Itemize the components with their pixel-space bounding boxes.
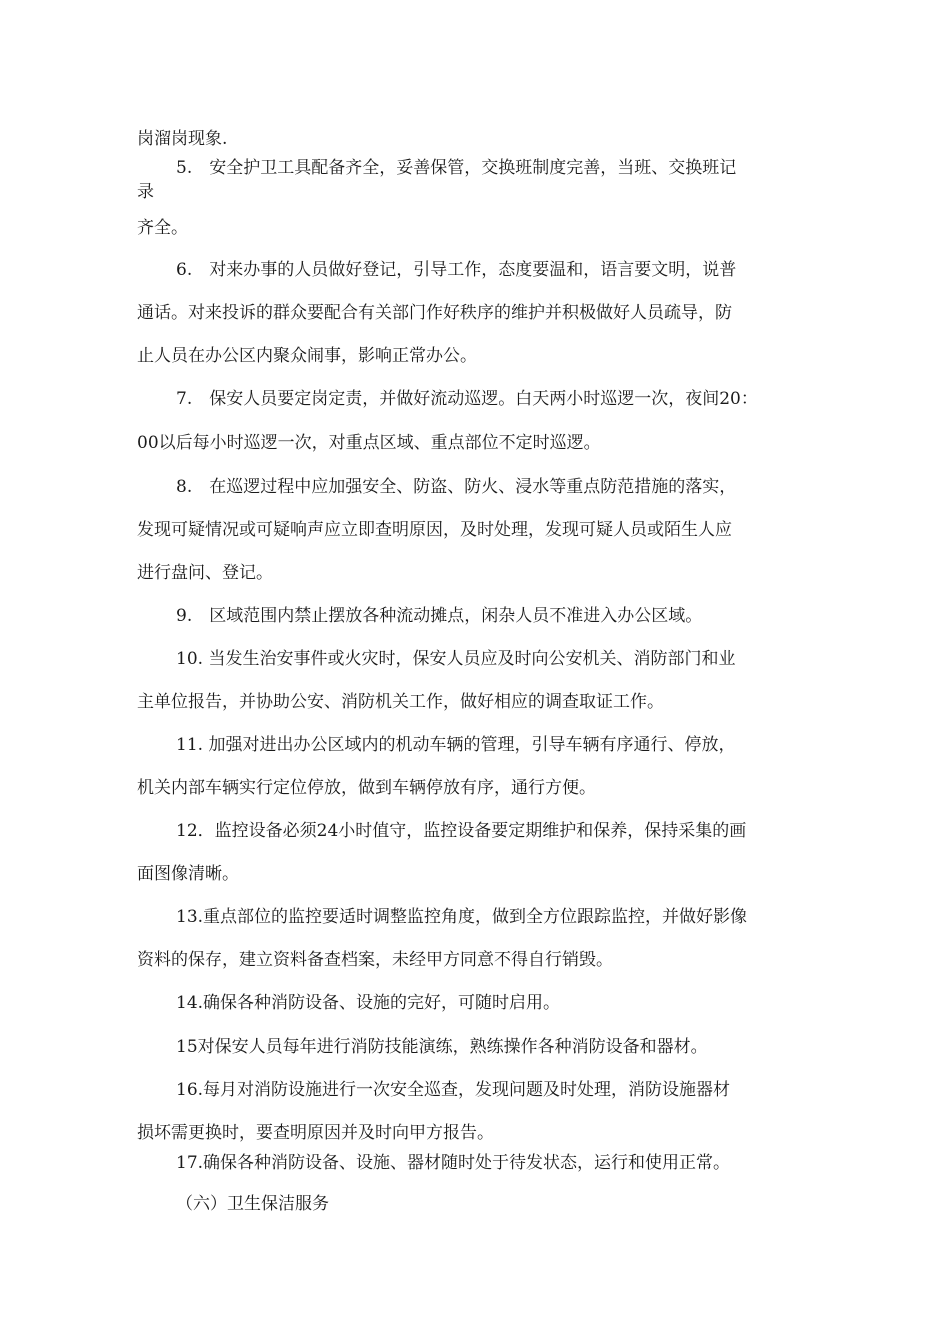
text-line: 齐全。 (137, 218, 188, 238)
text-line: 进行盘问、登记。 (137, 563, 273, 583)
list-item-15: 15对保安人员每年进行消防技能演练，熟练操作各种消防设备和器材。 (176, 1037, 708, 1057)
list-item-13: 13.重点部位的监控要适时调整监控角度，做到全方位跟踪监控，并做好影像 (176, 907, 748, 927)
text-line: 录 (137, 182, 154, 202)
text-line: 机关内部车辆实行定位停放，做到车辆停放有序，通行方便。 (137, 778, 596, 798)
section-heading: （六）卫生保洁服务 (176, 1194, 329, 1214)
text-line: 发现可疑情况或可疑响声应立即查明原因，及时处理，发现可疑人员或陌生人应 (137, 520, 732, 540)
text-line: 通话。对来投诉的群众要配合有关部门作好秩序的维护并积极做好人员疏导，防 (137, 303, 732, 323)
text-line: 资料的保存，建立资料备查档案，未经甲方同意不得自行销毁。 (137, 950, 613, 970)
text-line: 主单位报告，并协助公安、消防机关工作，做好相应的调查取证工作。 (137, 692, 664, 712)
text-line: 面图像清晰。 (137, 864, 239, 884)
list-item-5: 5. 安全护卫工具配备齐全，妥善保管，交换班制度完善，当班、交换班记 (176, 158, 737, 178)
list-item-9: 9. 区域范围内禁止摆放各种流动摊点，闲杂人员不准进入办公区域。 (176, 606, 703, 626)
list-item-16: 16.每月对消防设施进行一次安全巡查，发现问题及时处理，消防设施器材 (176, 1080, 731, 1100)
text-line: 00以后每小时巡逻一次，对重点区域、重点部位不定时巡逻。 (137, 433, 601, 453)
list-item-10: 10. 当发生治安事件或火灾时，保安人员应及时向公安机关、消防部门和业 (176, 649, 736, 669)
list-item-8: 8. 在巡逻过程中应加强安全、防盗、防火、浸水等重点防范措施的落实， (176, 477, 737, 497)
text-line: 岗溜岗现象. (137, 129, 228, 149)
list-item-6: 6. 对来办事的人员做好登记，引导工作，态度要温和，语言要文明，说普 (176, 260, 737, 280)
list-item-11: 11. 加强对进出办公区域内的机动车辆的管理，引导车辆有序通行、停放， (176, 735, 736, 755)
list-item-14: 14.确保各种消防设备、设施的完好，可随时启用。 (176, 993, 561, 1013)
text-line: 止人员在办公区内聚众闹事，影响正常办公。 (137, 346, 477, 366)
list-item-12: 12．监控设备必须24小时值守，监控设备要定期维护和保养，保持采集的画 (176, 821, 747, 841)
text-line: 损坏需更换时，要查明原因并及时向甲方报告。 (137, 1123, 494, 1143)
list-item-7: 7. 保安人员要定岗定责，并做好流动巡逻。白天两小时巡逻一次，夜间20： (176, 389, 758, 409)
list-item-17: 17.确保各种消防设备、设施、器材随时处于待发状态，运行和使用正常。 (176, 1153, 731, 1173)
